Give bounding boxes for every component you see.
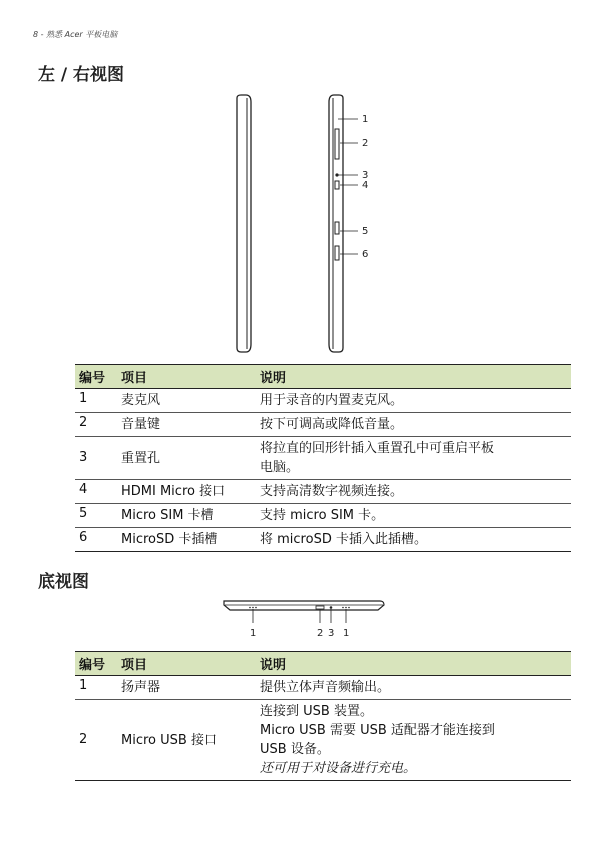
table-row [75,389,571,413]
row-num: 1 [75,676,117,700]
row-item: Micro USB 接口 [117,700,256,781]
row-desc: 将 microSD 卡插入此插槽。 [256,528,571,552]
row-num: 2 [75,700,117,781]
speaker-right [342,607,350,609]
callout-6: 6 [362,249,369,260]
callout-2: 2 [362,138,369,149]
row-item: 音量键 [117,413,256,437]
bottom-view-title: 底视图 [38,572,89,592]
table-row [75,676,571,700]
table-row [75,528,571,552]
table-row [75,504,571,528]
bottom-callout-1b: 1 [343,628,350,639]
hdmi-port [335,181,339,189]
header-desc: 说明 [256,365,571,389]
sim-slot [335,222,339,234]
bottom-hole [330,606,333,609]
row-num: 5 [75,504,117,528]
callout-4: 4 [362,180,369,191]
bottom-callout-1: 1 [250,628,257,639]
row-num: 2 [75,413,117,437]
row-item: 重置孔 [117,437,256,480]
header-desc: 说明 [256,652,571,676]
row-desc: 连接到 USB 装置。 Micro USB 需要 USB 适配器才能连接到 USB 设备。 还可用于对设备进行充电。 [256,700,571,781]
right-side-device [329,95,343,352]
bottom-view-figure [220,596,390,642]
header-item: 项目 [117,652,256,676]
row-num: 1 [75,389,117,413]
header-item: 项目 [117,365,256,389]
row-num: 3 [75,437,117,480]
header-num: 编号 [75,365,117,389]
callout-3: 3 [362,170,369,181]
charging-note: 还可用于对设备进行充电。 [260,761,417,776]
table-row [75,480,571,504]
row-desc: 提供立体声音频输出。 [256,676,571,700]
micro-usb-port [316,606,324,609]
callout-5: 5 [362,226,369,237]
row-item: MicroSD 卡插槽 [117,528,256,552]
row-item: 扬声器 [117,676,256,700]
volume-key [335,129,339,159]
speaker-left [249,607,257,609]
row-item: 麦克风 [117,389,256,413]
left-right-view-title: 左 / 右视图 [38,65,125,85]
row-desc: 按下可调高或降低音量。 [256,413,571,437]
row-num: 6 [75,528,117,552]
row-num: 4 [75,480,117,504]
table-row [75,437,571,480]
bottom-callout-3: 3 [328,628,335,639]
header-num: 编号 [75,652,117,676]
table-row [75,700,571,781]
side-view-table [75,364,571,552]
row-desc: 将拉直的回形针插入重置孔中可重启平板 电脑。 [256,437,571,480]
row-item: Micro SIM 卡槽 [117,504,256,528]
bottom-device [224,601,384,610]
left-side-device [237,95,251,352]
side-view-figure [225,94,385,356]
table-header-row [75,365,571,389]
callout-1: 1 [362,114,369,125]
table-row [75,413,571,437]
row-desc: 用于录音的内置麦克风。 [256,389,571,413]
page-header: 8 - 熟悉 Acer 平板电脑 [33,30,118,39]
bottom-view-table [75,651,571,781]
bottom-callout-2: 2 [317,628,324,639]
row-desc: 支持 micro SIM 卡。 [256,504,571,528]
row-desc: 支持高清数字视频连接。 [256,480,571,504]
row-item: HDMI Micro 接口 [117,480,256,504]
table-header-row [75,652,571,676]
microsd-slot [335,246,339,260]
